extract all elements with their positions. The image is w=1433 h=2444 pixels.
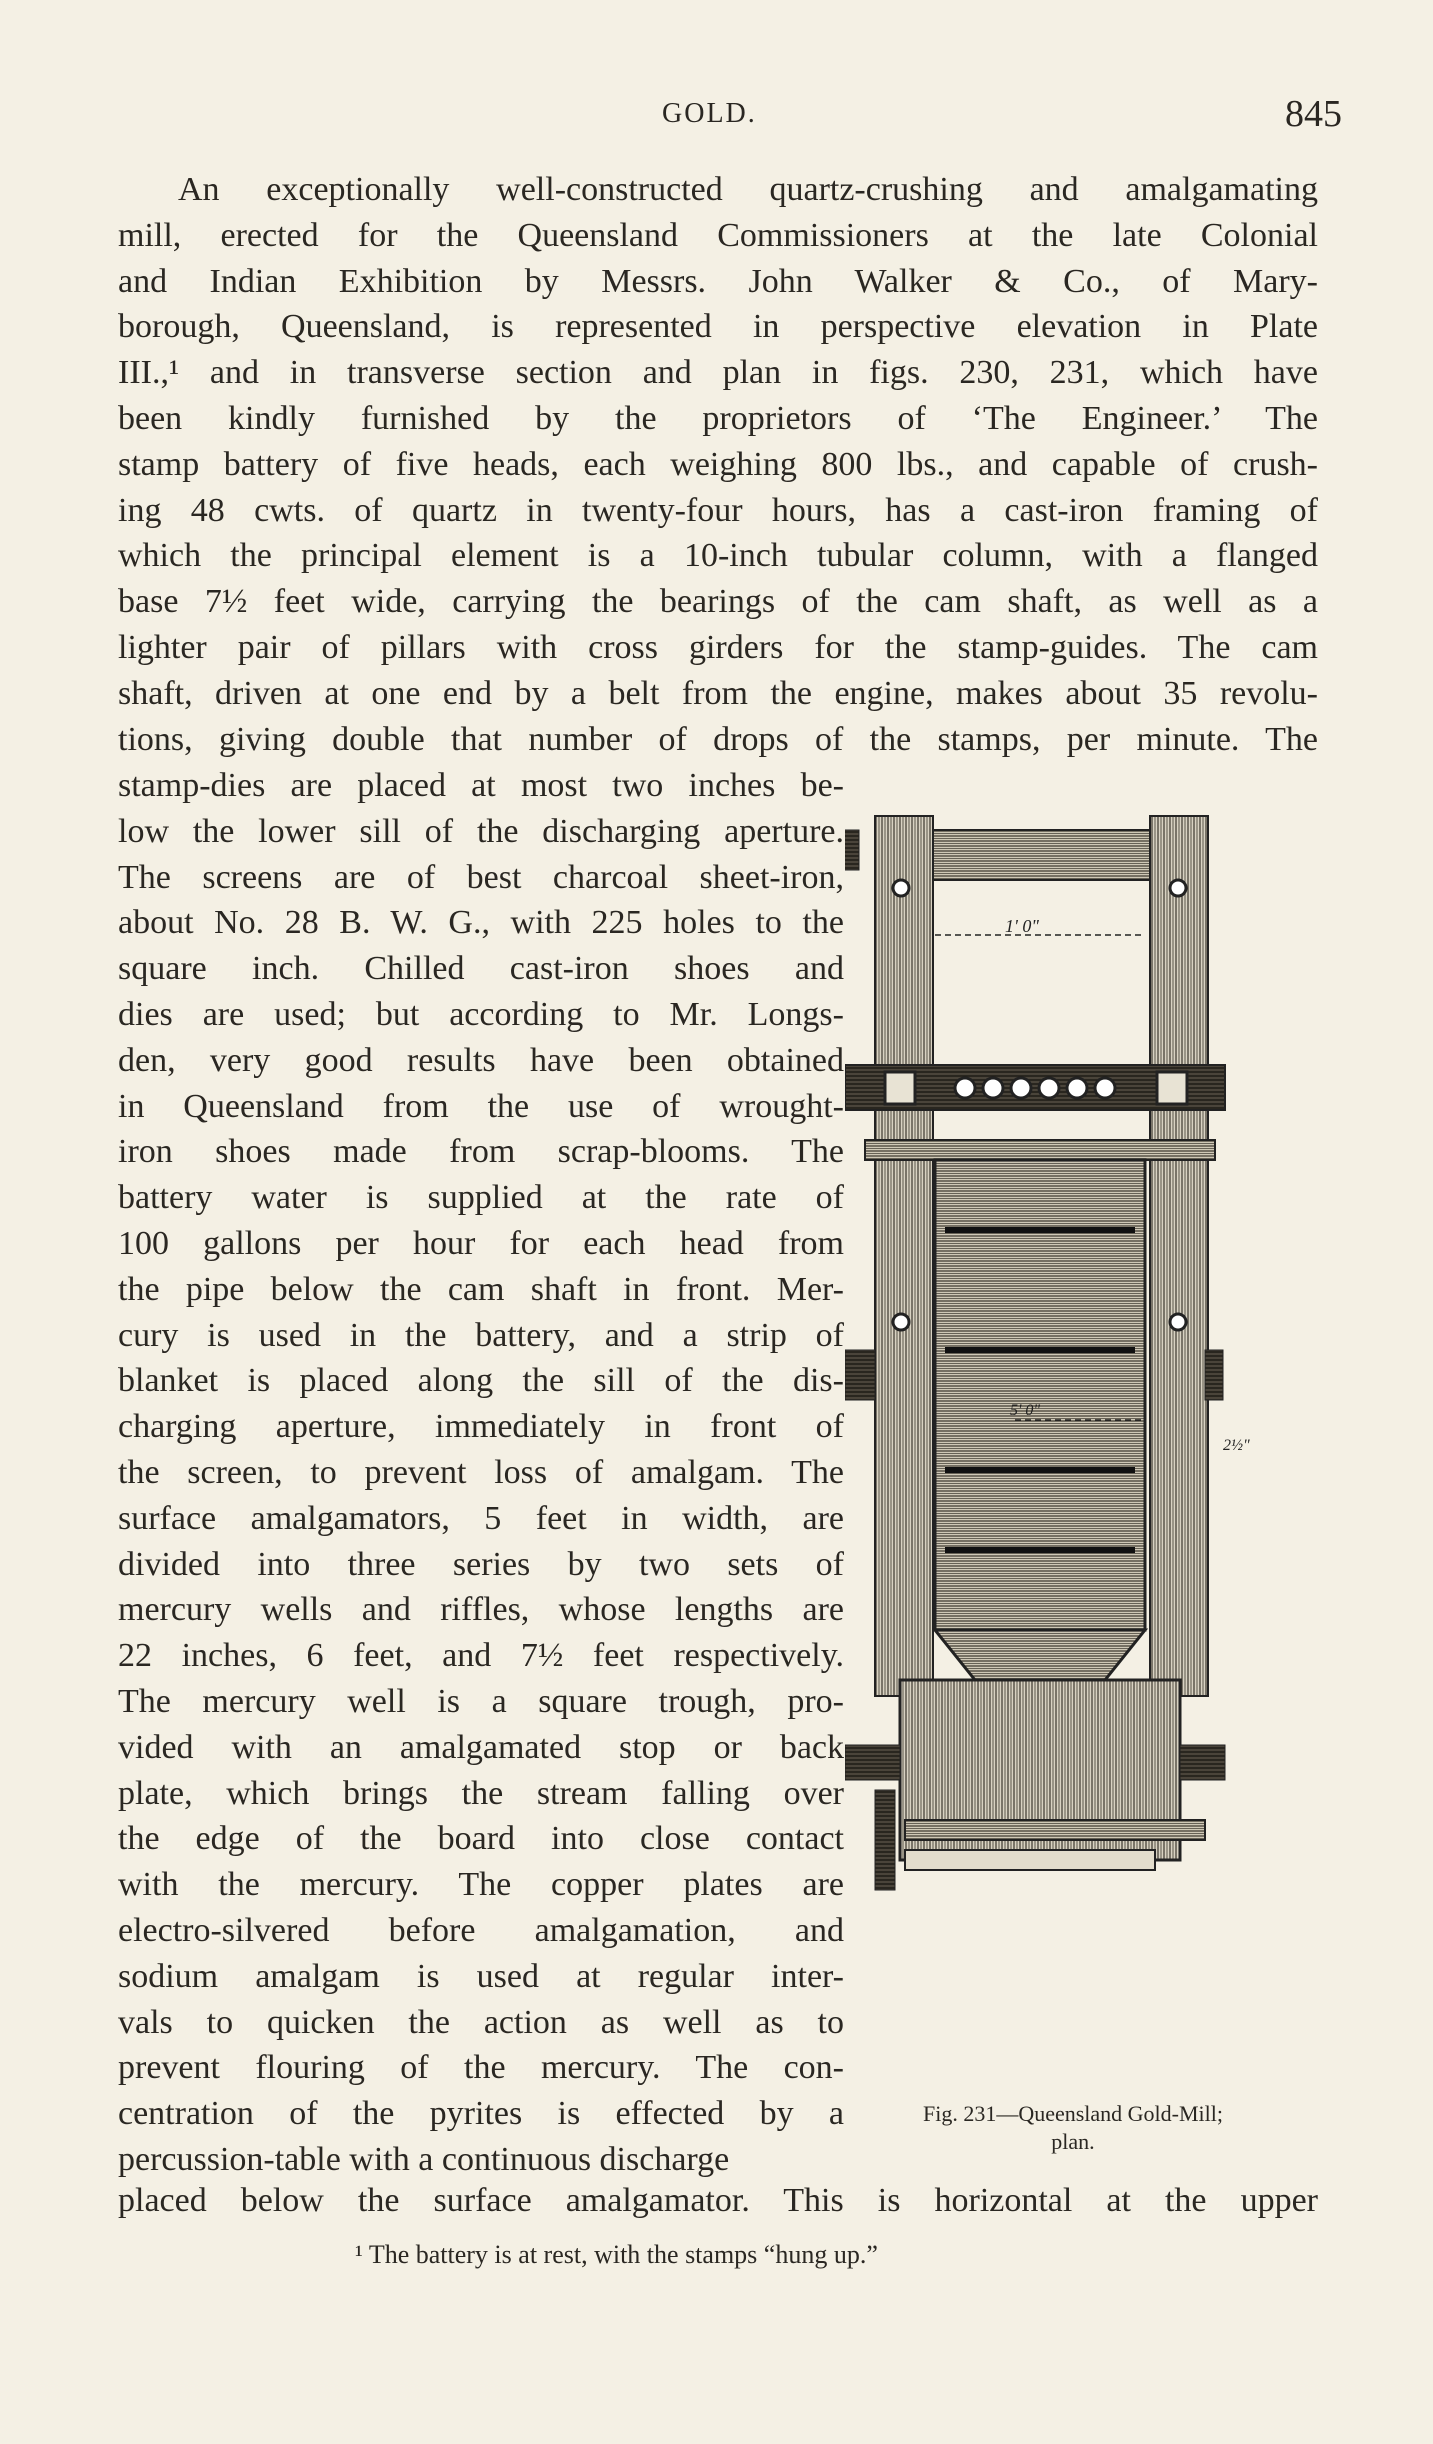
dimension-side-label: 2½": [1223, 1437, 1250, 1454]
text-line: 100 gallons per hour for each head from: [118, 1224, 844, 1262]
text-line: percussion-table with a continuous discharge: [118, 2140, 730, 2178]
text-line: den, very good results have been obtained: [118, 1041, 844, 1079]
right-frame-post: [1150, 816, 1208, 1696]
text-line: the pipe below the cam shaft in front. Mer-: [118, 1270, 844, 1308]
text-line: The mercury well is a square trough, pro-: [118, 1682, 844, 1720]
text-line: III.,¹ and in transverse section and plan in figs. 230, 231, which have: [118, 354, 1318, 392]
running-head: [0, 92, 1433, 142]
text-line: An exceptionally well-constructed quartz-crushing and amalgamating: [178, 171, 1318, 208]
text-line: sodium amalgam is used at regular inter-: [118, 1957, 844, 1995]
text-line: charging aperture, immediately in front of: [118, 1408, 844, 1446]
figure-231-engraving: [845, 810, 1325, 2100]
text-line: surface amalgamators, 5 feet in width, are: [118, 1499, 844, 1537]
body-last-line: placed below the surface amalgamator. This is horizontal at the upper: [118, 2182, 1318, 2219]
text-line: in Queensland from the use of wrought-: [118, 1087, 844, 1125]
text-line: dies are used; but according to Mr. Longs-: [118, 995, 844, 1033]
text-line: plate, which brings the stream falling over: [118, 1774, 844, 1812]
text-line: iron shoes made from scrap-blooms. The: [118, 1133, 844, 1171]
text-line: about No. 28 B. W. G., with 225 holes to the: [118, 904, 844, 942]
text-line: square inch. Chilled cast-iron shoes and: [118, 950, 844, 988]
text-line: been kindly furnished by the proprietors of ‘The Engineer.’ The: [118, 399, 1318, 437]
text-line: shaft, driven at one end by a belt from the engine, makes about 35 revolu-: [118, 674, 1318, 712]
text-line: vals to quicken the action as well as to: [118, 2003, 844, 2041]
page-number: 845: [1285, 93, 1342, 135]
text-line: with the mercury. The copper plates are: [118, 1866, 844, 1904]
text-line: centration of the pyrites is effected by a: [118, 2095, 844, 2133]
text-line: vided with an amalgamated stop or back: [118, 1728, 844, 1766]
text-line: mercury wells and riffles, whose lengths are: [118, 1591, 844, 1629]
footnote: ¹ The battery is at rest, with the stamps “hung up.”: [355, 2240, 878, 2269]
text-line: 22 inches, 6 feet, and 7½ feet respectively.: [118, 1637, 844, 1675]
text-line: divided into three series by two sets of: [118, 1545, 844, 1583]
text-line: battery water is supplied at the rate of: [118, 1179, 844, 1217]
text-line: which the principal element is a 10-inch tubular column, with a flanged: [118, 537, 1318, 575]
text-line: low the lower sill of the discharging aperture.: [118, 812, 844, 850]
running-head-title: GOLD.: [662, 98, 757, 129]
text-line: the edge of the board into close contact: [118, 1820, 844, 1858]
text-line: base 7½ feet wide, carrying the bearings of the cam shaft, as well as a: [118, 583, 1318, 621]
text-line: lighter pair of pillars with cross girders for the stamp-guides. The cam: [118, 628, 1318, 666]
text-line: stamp-dies are placed at most two inches be-: [118, 767, 844, 804]
text-line: electro-silvered before amalgamation, and: [118, 1911, 844, 1949]
text-line: tions, giving double that number of drops of the stamps, per minute. The: [118, 720, 1318, 758]
figure-caption: [858, 2100, 1288, 2156]
body-paragraph-beside-figure: [118, 763, 844, 2183]
text-line: blanket is placed along the sill of the dis-: [118, 1362, 844, 1400]
text-line: and Indian Exhibition by Messrs. John Walker & Co., of Mary-: [118, 262, 1318, 300]
left-frame-post: [875, 816, 933, 1696]
body-paragraph-full-width: [118, 167, 1318, 762]
text-line: borough, Queensland, is represented in perspective elevation in Plate: [118, 308, 1318, 346]
text-line: cury is used in the battery, and a strip of: [118, 1316, 844, 1354]
dimension-mid-label: 5' 0": [1010, 1402, 1041, 1419]
figure-caption-line: Fig. 231—Queensland Gold-Mill;: [922, 2101, 1224, 2126]
dimension-top-label: 1' 0": [1005, 916, 1039, 936]
text-line: mill, erected for the Queensland Commissioners at the late Colonial: [118, 216, 1318, 254]
top-cross-beam: [925, 830, 1165, 880]
text-line: the screen, to prevent loss of amalgam. The: [118, 1453, 844, 1491]
text-line: The screens are of best charcoal sheet-iron,: [118, 858, 844, 896]
text-line: ing 48 cwts. of quartz in twenty-four hours, has a cast-iron framing of: [118, 491, 1318, 529]
text-line: prevent flouring of the mercury. The con-: [118, 2049, 844, 2087]
text-line: stamp battery of five heads, each weighing 800 lbs., and capable of crush-: [118, 445, 1318, 483]
figure-caption-line: plan.: [1051, 2129, 1095, 2154]
